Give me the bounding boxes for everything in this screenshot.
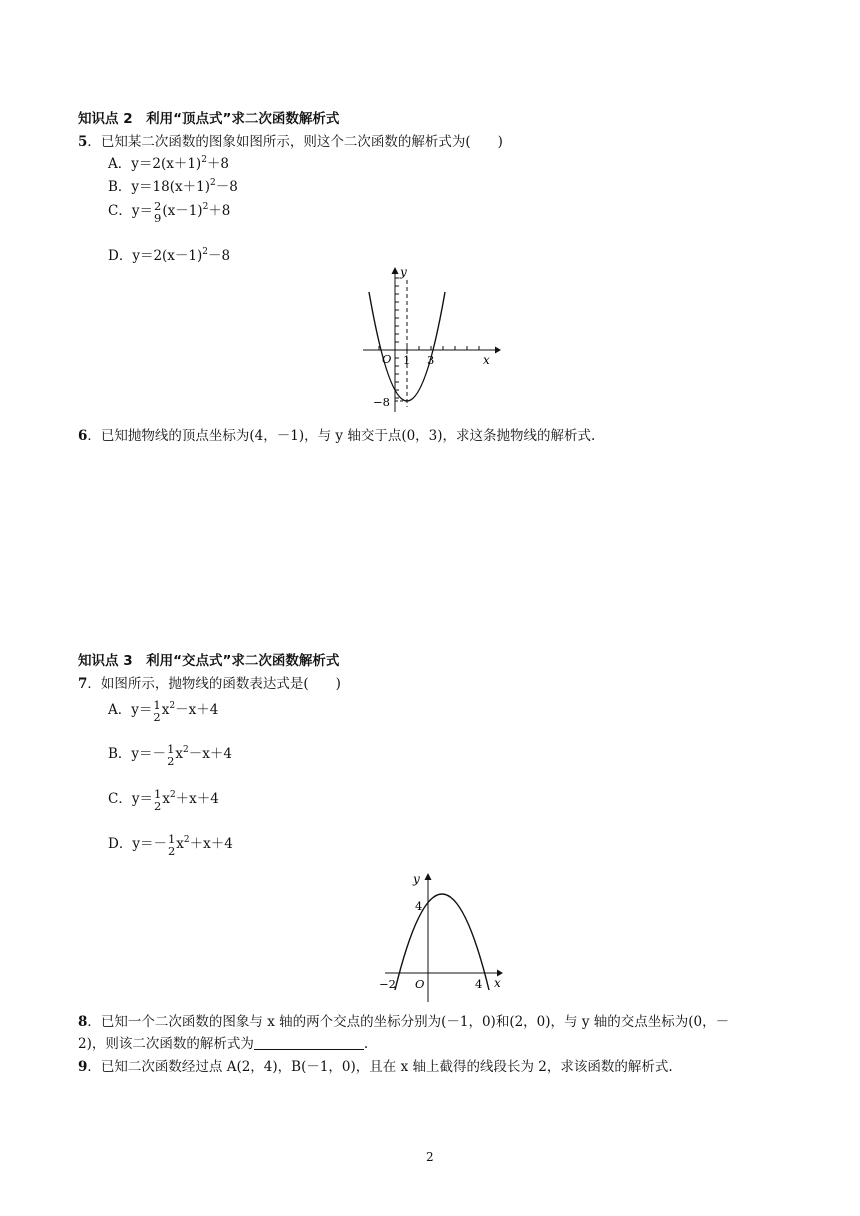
parabola-graph-5 bbox=[355, 262, 505, 417]
option-5a: A．$y=2(x+1)^2+8$ bbox=[108, 155, 230, 172]
option-7b: B．y＝－ 1 2 $x^2-x+4$ bbox=[108, 741, 232, 768]
question-7: 7．如图所示，抛物线的函数表达式是( ) bbox=[78, 676, 341, 692]
section-heading-2: 知识点 2 利用“顶点式”求二次函数解析式 bbox=[78, 111, 340, 127]
option-5b: B．$y=18(x+1)^2-8$ bbox=[108, 178, 238, 195]
origin-label: O bbox=[382, 352, 392, 366]
tick-label-4x: 4 bbox=[475, 977, 483, 991]
axis-label-x: x bbox=[483, 353, 490, 367]
option-7d: D．y＝－ 1 2 $x^2+x+4$ bbox=[108, 831, 233, 858]
question-6: 6．已知抛物线的顶点坐标为(4，－1)，与 y 轴交于点(0，3)，求这条抛物线的解析式. bbox=[78, 428, 596, 444]
question-text: ．已知某二次函数的图象如图所示，则这个二次函数的解析式为( ) bbox=[87, 134, 503, 150]
option-7a: A．y＝ 1 2 $x^2-x+4$ bbox=[108, 697, 219, 724]
option-5d: D．$y=2(x-1)^2-8$ bbox=[108, 247, 231, 264]
question-8: 8．已知一个二次函数的图象与 x 轴的两个交点的坐标分别为(－1，0)和(2，0)，与 y 轴的交点坐标为(0，－ bbox=[78, 1014, 730, 1030]
fraction: 2 9 bbox=[153, 198, 162, 225]
axis-label-y: y bbox=[413, 872, 420, 886]
tick-label-neg2: −2 bbox=[379, 977, 396, 991]
page-number: 2 bbox=[426, 1150, 434, 1164]
tick-label-3: 3 bbox=[427, 353, 435, 367]
option-5c: C．y＝ 2 9 $(x-1)^2+8$ bbox=[108, 198, 231, 225]
tick-label-neg8: −8 bbox=[373, 395, 390, 409]
question-9: 9．已知二次函数经过点 A(2，4)，B(－1，0)，且在 x 轴上截得的线段长为 2，求该函数的解析式. bbox=[78, 1059, 673, 1075]
axis-label-y: y bbox=[400, 265, 407, 279]
axis-label-x: x bbox=[494, 976, 501, 990]
tick-label-1: 1 bbox=[403, 353, 411, 367]
question-number: 5 bbox=[78, 134, 88, 150]
parabola-graph-7 bbox=[375, 868, 510, 1006]
tick-label-4y: 4 bbox=[415, 899, 423, 913]
section-heading-3: 知识点 3 利用“交点式”求二次函数解析式 bbox=[78, 653, 340, 669]
question-8-line2: 2)，则该二次函数的解析式为 . bbox=[78, 1036, 369, 1052]
option-7c: C．y＝ 1 2 $x^2+x+4$ bbox=[108, 786, 219, 813]
origin-label: O bbox=[415, 977, 425, 991]
question-5 bbox=[78, 130, 503, 150]
answer-blank[interactable] bbox=[254, 1037, 364, 1050]
